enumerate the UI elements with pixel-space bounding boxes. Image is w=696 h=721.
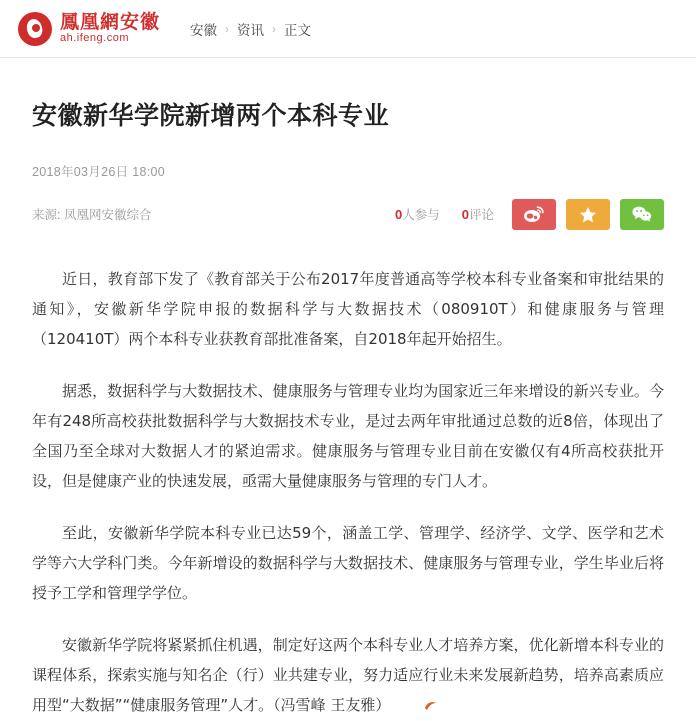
breadcrumb-item-1[interactable]: 安徽 [190, 22, 218, 38]
article-paragraph-last [32, 630, 664, 720]
participants-label: 人参与 [402, 208, 440, 222]
logo-title-cn: 鳳凰網安徽 [60, 11, 161, 34]
comments-label: 评论 [468, 208, 494, 222]
phoenix-end-icon [394, 691, 407, 702]
engagement-counters [395, 205, 494, 223]
chevron-right-icon: › [225, 21, 230, 36]
participants-counter [395, 205, 440, 223]
breadcrumb-item-2[interactable]: 资讯 [237, 22, 265, 38]
logo-text [60, 12, 160, 44]
weibo-icon [523, 205, 545, 223]
chevron-right-icon: › [272, 21, 277, 36]
weibo-share-button[interactable] [512, 199, 556, 230]
site-logo[interactable] [18, 12, 160, 46]
share-buttons [512, 199, 664, 230]
article-paragraph: 据悉，数据科学与大数据技术、健康服务与管理专业均为国家近三年来增设的新兴专业。今年有248所高校获批数据科学与大数据技术专业，是过去两年审批通过总数的近8倍，体现出了全国乃至全球对大数据人才的紧迫需求。健康服务与管理专业目前在安徽仅有4所高校获批开设，但是健康产业的快速发展，亟需大量健康服务与管理的专门人才。 [32, 382, 664, 490]
article-meta-row [32, 194, 664, 234]
article-body [32, 264, 664, 720]
article-container [0, 96, 696, 720]
favorite-share-button[interactable] [566, 199, 610, 230]
participants-count: 0 [395, 207, 403, 222]
logo-title-en: ah.ifeng.com [60, 31, 129, 44]
article-paragraph: 近日，教育部下发了《教育部关于公布2017年度普通高等学校本科专业备案和审批结果的通知》，安徽新华学院申报的数据科学与大数据技术（080910T）和健康服务与管理（120410T）两个本科专业获教育部批准备案，自2018年起开始招生。 [32, 270, 664, 348]
comments-count: 0 [461, 207, 469, 222]
comments-counter[interactable] [462, 205, 494, 223]
article-paragraph-text: 安徽新华学院将紧紧抓住机遇，制定好这两个本科专业人才培养方案，优化新增本科专业的课程体系，探索实施与知名企（行）业共建专业，努力适应行业未来发展新趋势，培养高素质应用型“大数据”“健康服务管理”人才。（冯雪峰 王友雅） [32, 636, 664, 714]
wechat-share-button[interactable] [620, 199, 664, 230]
site-header [0, 0, 696, 58]
page-title: 安徽新华学院新增两个本科专业 [32, 101, 390, 130]
article-paragraph: 至此，安徽新华学院本科专业已达59个，涵盖工学、管理学、经济学、文学、医学和艺术学等六大学科门类。今年新增设的数据科学与大数据技术、健康服务与管理专业，学生毕业后将授予工学和管理学学位。 [32, 524, 664, 602]
phoenix-logo-icon [18, 12, 52, 46]
breadcrumb [190, 19, 311, 39]
wechat-icon [631, 205, 653, 223]
breadcrumb-item-3[interactable]: 正文 [284, 22, 312, 38]
publish-date: 2018年03月26日 18:00 [32, 165, 165, 179]
article-source: 来源: 凤凰网安徽综合 [32, 208, 152, 222]
star-icon [579, 206, 597, 223]
